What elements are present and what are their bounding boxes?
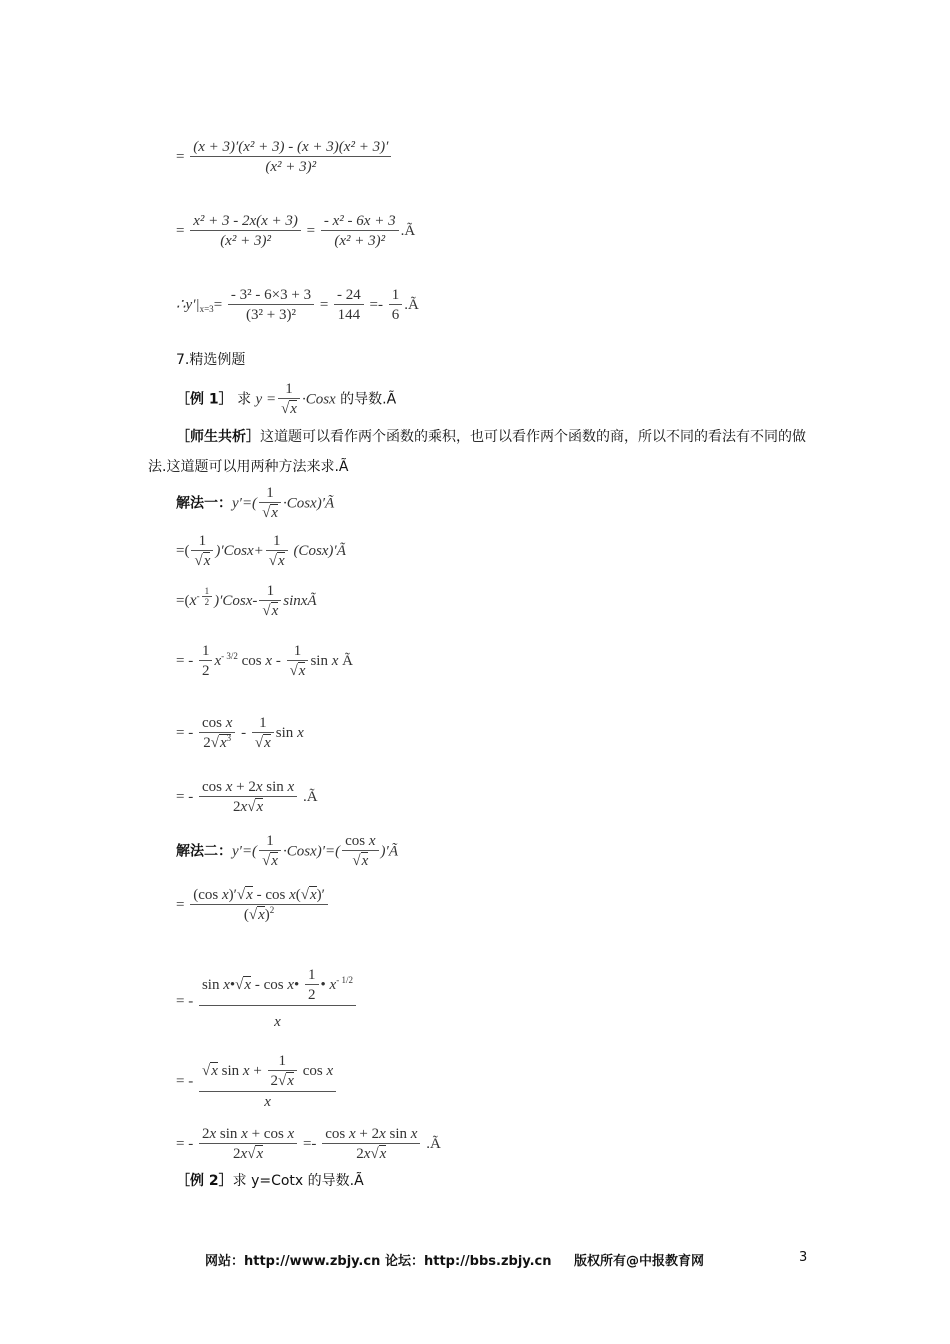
numerator: x² + 3 - 2x(x + 3) xyxy=(193,213,298,229)
expr: =( xyxy=(176,542,190,559)
tail-mark: .Ã xyxy=(404,296,419,313)
fraction: √x sin x + $\frac{1}{2√x}$ cos x x xyxy=(199,1052,336,1112)
discussion-body: 这道题可以看作两个函数的乘积，也可以看作两个函数的商，所以不同的看法有不同的做法.这道题可以用两种方法来求.Ã xyxy=(148,429,806,475)
method-2-step-2: = $\frac{\text{(cos x)′√x - cos x(√x)′}}{(√x)^2}$ xyxy=(176,886,330,925)
fraction: $\frac{1}{√x}$ xyxy=(259,484,281,523)
expr: ·Cosx)′Ã xyxy=(282,495,335,512)
method-1-step-2 xyxy=(176,532,346,571)
tail-mark: .Ã xyxy=(400,222,416,239)
evaluation-point: x=3 xyxy=(199,303,214,314)
tail-mark: Ã xyxy=(342,652,353,669)
numerator: 1 xyxy=(285,381,293,397)
example-tag: ［例 1］ xyxy=(176,391,233,408)
denominator: (x² + 3)² xyxy=(190,230,301,251)
numerator: - 3² - 6×3 + 3 xyxy=(230,287,312,303)
numerator: - 24 xyxy=(337,287,361,303)
denominator: (x² + 3)² xyxy=(321,230,399,251)
function-lhs: y = xyxy=(255,391,277,408)
fraction: $\frac{\text{2x sin x + cos x}}{2x√x}$ xyxy=(199,1125,297,1164)
fraction: $\frac{\text{cos x}}{√x}$ xyxy=(342,832,378,871)
fraction: sin x•√x - cos x• $\frac{1}{2}$ • $x^{- 1/2}$ x xyxy=(199,966,356,1038)
fraction xyxy=(228,286,314,325)
expr: (Cosx)′Ã xyxy=(293,542,346,559)
example-text: 求 xyxy=(237,391,252,408)
radicand: x xyxy=(290,401,297,417)
fraction xyxy=(321,212,399,251)
fraction: $\frac{1}{√x}$ xyxy=(259,582,281,621)
power-base: x xyxy=(189,591,197,609)
method-2-step-5: = - $\frac{\text{2x sin x + cos x}}{2x√x}$ =- $\frac{\text{cos x + 2x sin x}}{2x√x}$ .Ã xyxy=(176,1126,441,1162)
method-1-step-1 xyxy=(176,484,334,523)
method-2-step-3: = - sin x•√x - cos x• $\frac{1}{2}$ • $x^{- 1/2}$ x xyxy=(176,966,358,1038)
fraction: $\frac{1}{√x}$ xyxy=(191,532,213,571)
fraction: $\frac{1}{2}$ xyxy=(199,642,213,681)
method-label: 解法一： xyxy=(176,495,232,512)
method-1-step-4: = - $\frac{1}{2}$ $x^{- 3/2}$ cos x - $\frac{1}{√x}$ sin x Ã xyxy=(176,643,353,679)
tail-mark: .Ã xyxy=(426,1135,441,1152)
discussion-tag: ［师生共析］ xyxy=(176,429,260,445)
method-1-step-3: $=(x^{- \frac{1}{2}}$ )′Cosx- $\frac{1}{√x}$ sinxÃ xyxy=(176,583,317,619)
fraction xyxy=(334,286,364,325)
denominator: (3² + 3)² xyxy=(228,304,314,325)
denominator: (x² + 3)² xyxy=(190,156,391,177)
example-text: 求 y=Cotx 的导数.Ã xyxy=(232,1173,364,1189)
expr: )′Cosx- xyxy=(214,592,258,609)
expr: y′=( xyxy=(232,843,258,860)
method-2-step-4: = - √x sin x + $\frac{1}{2√x}$ cos x x xyxy=(176,1052,338,1112)
fraction: $\frac{1}{√x}$ xyxy=(278,380,300,419)
equation-line-3: $\therefore y'|_{x=3}=$ $\frac{\text{- 3² - 6×3 + 3}}{\text{(3² + 3)²}}$ = $\frac{- 24}{144}$ =- $\frac{1}{6}$ .Ã xyxy=(176,287,419,323)
fraction: $\frac{\text{(cos x)′√x - cos x(√x)′}}{(√x)^2}$ xyxy=(190,886,328,925)
expr: ·Cosx)′=( xyxy=(282,843,341,860)
numerator: 1 xyxy=(391,287,400,303)
denominator: 144 xyxy=(334,304,364,325)
equation-line-2: = $\frac{\text{x² + 3 - 2x(x + 3)}}{\text{(x² + 3)²}}$ = $\frac{\text{- x² - 6x + 3}}{\text{(x² + 3)²}}$ .Ã xyxy=(176,213,416,249)
expr: =( xyxy=(176,592,190,609)
fraction xyxy=(190,212,301,251)
footer-site-link[interactable]: 网站：http://www.zbjy.cn xyxy=(205,1254,381,1269)
footer-forum-link[interactable]: 论坛：http://bbs.zbjy.cn xyxy=(385,1254,552,1269)
expr: )′Cosx+ xyxy=(215,542,264,559)
expr: )′Ã xyxy=(380,843,398,860)
example-text-end: 的导数.Ã xyxy=(340,391,397,408)
equation-line-1: = $\frac{\text{(x + 3)′(x² + 3) - (x + 3)(x² + 3)′}}{\text{(x² + 3)²}}$ xyxy=(176,138,393,177)
method-2-step-1 xyxy=(176,832,398,871)
fraction xyxy=(389,286,403,325)
example-2 xyxy=(176,1172,364,1190)
fraction: $\frac{1}{√x}$ xyxy=(266,532,288,571)
footer-copyright: 版权所有@中报教育网 xyxy=(574,1254,705,1269)
page-number: 3 xyxy=(799,1250,808,1265)
fraction: $\frac{\text{cos x}}{2√x^3}$ xyxy=(199,714,235,753)
fraction: $\frac{\text{cos x + 2x sin x}}{2x√x}$ xyxy=(199,778,297,817)
expr: sinxÃ xyxy=(283,592,317,609)
numerator: (x + 3)′(x² + 3) - (x + 3)(x² + 3)′ xyxy=(193,139,389,155)
section-heading: 7.精选例题 xyxy=(176,352,246,368)
numerator: - x² - 6x + 3 xyxy=(323,213,396,229)
example-tag: ［例 2］ xyxy=(176,1173,233,1189)
fraction: $\frac{\text{cos x + 2x sin x}}{2x√x}$ xyxy=(322,1125,420,1164)
expr: y′=( xyxy=(232,495,258,512)
derivative-label: ∴y′| xyxy=(176,296,200,313)
example-1 xyxy=(176,380,396,419)
method-label: 解法二： xyxy=(176,843,232,860)
fraction xyxy=(190,138,391,177)
function-rhs: ·Cosx xyxy=(301,391,336,408)
fraction: $\frac{1}{√x}$ xyxy=(287,642,309,681)
method-1-step-6: = - $\frac{\text{cos x + 2x sin x}}{2x√x}$ .Ã xyxy=(176,779,318,815)
fraction: $\frac{1}{√x}$ xyxy=(252,714,274,753)
discussion-paragraph xyxy=(148,422,808,482)
denominator: 6 xyxy=(389,304,403,325)
tail-mark: .Ã xyxy=(302,788,318,805)
method-1-step-5: = - $\frac{\text{cos x}}{2√x^3}$ - $\frac{1}{√x}$ sin x xyxy=(176,715,304,751)
fraction: $\frac{1}{√x}$ xyxy=(259,832,281,871)
